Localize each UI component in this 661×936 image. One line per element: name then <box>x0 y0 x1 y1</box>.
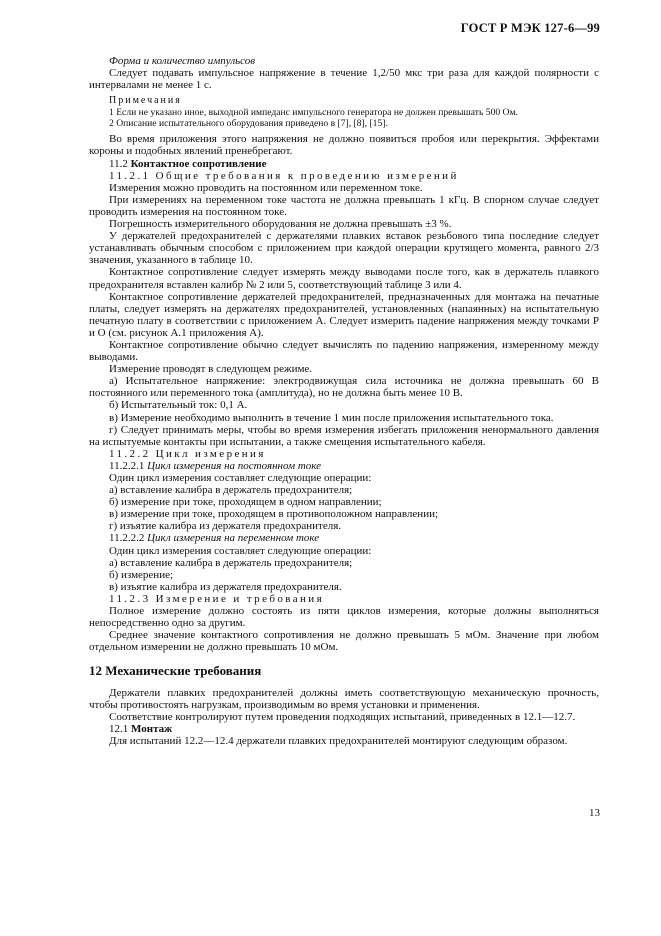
list-item: б) измерение; <box>109 568 174 581</box>
notes-heading: Примечания <box>109 95 182 107</box>
paragraph: Среднее значение контактного сопротивления не должно превышать 5 мОм. Значение при любом отдельном измерении не должно превышать 10 мОм. <box>89 629 599 654</box>
subsection-number: 11.2.2.2 <box>109 532 148 545</box>
paragraph: Один цикл измерения составляет следующие операции: <box>109 544 372 557</box>
paragraph: Измерения можно проводить на постоянном или переменном токе. <box>109 181 423 194</box>
list-item: г) изъятие калибра из держателя предохранителя. <box>109 520 342 533</box>
paragraph: Контактное сопротивление держателей предохранителей, предназначенных для монтажа на печатные платы, следует измерять на держателях предохранителей, установленных (напаянных) на испытательную печатную плату в соответствии с приложением А. Следует измерить падение напряжения между точками P и O (см. рисунок А.1 приложения А). <box>89 290 599 339</box>
paragraph: Погрешность измерительного оборудования не должна превышать ±3 %. <box>109 218 452 231</box>
subsection-title: Контактное сопротивление <box>130 157 267 170</box>
paragraph: Держатели плавких предохранителей должны иметь соответствующую механическую прочность, чтобы противостоять нагрузкам, производимым во время установки и применения. <box>89 686 599 711</box>
paragraph: Соответствие контролируют путем проведения подходящих испытаний, приведенных в 12.1—12.7. <box>109 710 576 723</box>
section-heading: 12 Механические требования <box>89 663 262 679</box>
paragraph: Во время приложения этого напряжения не должно появиться пробоя или перекрытия. Эффектами короны и подобных явлений пренебрегают. <box>89 133 599 158</box>
list-item: б) измерение при токе, проходящем в одном направлении; <box>109 496 382 509</box>
subsection-number: 11.2.2.1 <box>109 459 148 472</box>
note-item: 2 Описание испытательного оборудования приведено в [7], [8], [15]. <box>109 118 388 130</box>
subsection-heading <box>89 460 599 472</box>
subsection-heading: 11.2.3 Измерение и требования <box>109 592 325 605</box>
subsection-number: 12.1 <box>109 722 131 735</box>
note-item: 1 Если не указано иное, выходной импеданс импульсного генератора не должен превышать 500 Ом. <box>109 107 518 119</box>
subsection-heading <box>89 723 599 735</box>
document-header: ГОСТ Р МЭК 127-6—99 <box>460 21 600 35</box>
page-number: 13 <box>589 807 600 819</box>
paragraph: У держателей предохранителей с держателями плавких вставок резьбового типа последние следует устанавливать обычным способом с приложением при каждой операции крутящего момента, равного 2/3 значения, указанного в таблице 10. <box>89 230 599 267</box>
paragraph: Контактное сопротивление обычно следует вычислять по падению напряжения, измеренному между выводами. <box>89 338 599 364</box>
paragraph: Контактное сопротивление следует измерять между выводами после того, как в держатель плавкого предохранителя вставлен калибр № 2 или 5, соответствующий таблице 3 или 4. <box>89 266 599 291</box>
subsection-heading <box>89 532 599 544</box>
list-item: в) Измерение необходимо выполнить в течение 1 мин после приложения испытательного тока. <box>109 411 554 424</box>
subsection-title: Монтаж <box>131 722 173 735</box>
list-item: а) Испытательное напряжение: электродвижущая сила источника не должна превышать 60 В постоянного или переменного тока (амплитуда), но не должна быть менее 10 В. <box>89 375 599 400</box>
paragraph: Один цикл измерения составляет следующие операции: <box>109 472 372 484</box>
paragraph: Следует подавать импульсное напряжение в течение 1,2/50 мкс три раза для каждой полярности с интервалами не менее 1 с. <box>89 67 599 92</box>
list-item: в) измерение при токе, проходящем в противоположном направлении; <box>109 508 439 521</box>
list-item: а) вставление калибра в держатель предохранителя; <box>109 556 353 569</box>
subsection-heading: 11.2.1 Общие требования к проведению измерений <box>109 169 459 182</box>
list-item: б) Испытательный ток: 0,1 А. <box>109 399 248 412</box>
document-body <box>89 55 599 747</box>
list-item: г) Следует принимать меры, чтобы во время измерения избегать приложения ненормального давления на испытуемые контакты при испытании, а также смещения испытательного кабеля. <box>89 423 599 448</box>
list-item: а) вставление калибра в держатель предохранителя; <box>109 484 353 497</box>
list-item: в) изъятие калибра из держателя предохранителя. <box>109 580 342 593</box>
paragraph: Полное измерение должно состоять из пяти циклов измерения, которые должны выполняться непосредственно одно за другим. <box>89 605 599 630</box>
subsection-heading <box>89 158 599 170</box>
paragraph: Измерение проводят в следующем режиме. <box>109 363 313 376</box>
subsection-heading: 11.2.2 Цикл измерения <box>109 447 266 460</box>
subsection-number: 11.2 <box>109 157 131 170</box>
paragraph: Для испытаний 12.2—12.4 держатели плавких предохранителей монтируют следующим образом. <box>109 734 568 747</box>
paragraph: При измерениях на переменном токе частота не должна превышать 1 кГц. В спорном случае следует проводить измерения на постоянном токе. <box>89 193 599 218</box>
subsection-title: Цикл измерения на постоянном токе <box>147 459 322 472</box>
subsection-title: Цикл измерения на переменном токе <box>147 532 320 545</box>
paragraph-heading: Форма и количество импульсов <box>109 55 256 67</box>
